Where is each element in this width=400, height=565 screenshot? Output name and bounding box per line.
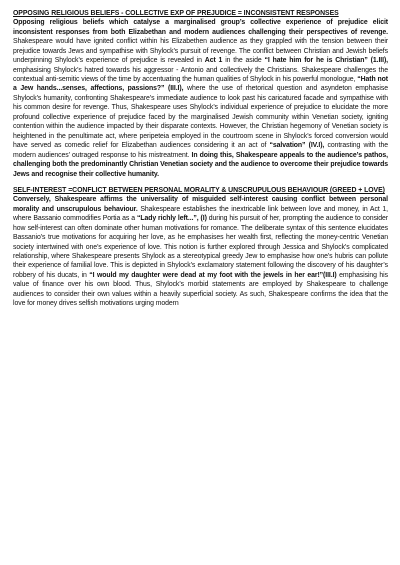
section-heading-religious-beliefs: OPPOSING RELIGIOUS BELIEFS - COLLECTIVE EXP OF PREJUDICE = INCONSISTENT RESPONSES: [13, 10, 339, 17]
text-run: in the aside: [222, 57, 265, 65]
section-spacer: [13, 179, 388, 186]
paragraph-religious-beliefs: [13, 18, 388, 179]
text-run: Shakespeare establishes the inextricable link between love and money, in Act 1, where Bassanio commodifies Portia as a: [13, 205, 388, 223]
text-run: contrasting with the modern audiences’ outraged response to his mistreatment.: [13, 142, 388, 159]
text-run: “I hate him for he is Christian” (1.III),: [264, 57, 389, 65]
text-run: In doing this, Shakespeare appeals to the audience’s pathos, challenging both the predominantly Christian Venetian society and the audience to overcome their prejudice towards Jews and recognise their collective humanity.: [13, 151, 388, 178]
text-run: during his pursuit of her, prompting the audience to consider how self-interest can often dominate other human motivations for romance. The deliberate syntax of this sentence elucidates Bassanio’s true motivations for acquiring her love, as he emphasises her wealth first, reflecting the money-centric Venetian society intertwined with one’s experience of love. This notion is further explored through Jessica and Shylock’s complicated relationship, where Shakespeare presents Shylock as a stereotypical greedy Jew to emphasise how one’s hubris can pollute their experience of familial love. This is depicted in Shylock’s exclamatory statement following the discovery of his daughter’s robbery of his ducats, in: [13, 215, 388, 279]
text-run: where the use of rhetorical question and asyndeton emphasise Shylock’s humanity, confronting Shakespeare’s immediate audience to look past his caricatured facade and sympathise with his common desire for revenge. Thus, Shakespeare uses Shylock’s individual experience of prejudice to elucidate the more profound collective experience of prejudice faced by the marginalised Jewish community within Venetian society, igniting contention within the audience impacted by their disparate contexts. However, the Christian hegemony of Venetian society is heightened in the penultimate act, where peripeteia employed in the courtroom scene in Shylock’s forced conversion would have served as comedic relief for Elizabethan audiences considering it an act of: [13, 85, 388, 150]
text-run: Opposing religious beliefs which catalyse a marginalised group’s collective experience of prejudice elicit inconsistent responses from both Elizabethan and modern audiences challenging their perspectives of revenge.: [13, 19, 388, 36]
paragraph-self-interest: [13, 195, 388, 308]
text-run: Conversely, Shakespeare affirms the universality of misguided self-interest causing conflict between personal morality and unscrupulous behaviour.: [13, 196, 388, 213]
section-heading-self-interest: SELF-INTEREST =CONFLICT BETWEEN PERSONAL MORALITY & UNSCRUPULOUS BEHAVIOUR (GREED + LOVE): [13, 187, 385, 194]
text-run: “Hath not a Jew hands...senses, affections, passions?” (III.I),: [13, 76, 388, 93]
text-run: “Lady richly left...”, (I): [136, 215, 207, 223]
text-run: Shakespeare would have ignited conflict within his Elizabethen audience as they grappled with the tension between their prejudice towards Jews and sympathise with Shylock’s pursuit of revenge. The conflict between Christian and Jewish beliefs underpinning Shylock’s experience of prejudice is revealed in: [13, 38, 388, 65]
text-run: Act 1: [204, 57, 223, 65]
text-run: “I would my daughter were dead at my foot with the jewels in her ear!”(III.I): [89, 271, 337, 279]
text-run: emphasising his value of finance over his own blood. Thus, Shylock’s morbid statements are employed by Shakespeare to challenge audiences to consider their own values within a heavily superficial society. As such, Shakespeare confirms the idea that the love for money drives selfish motivations urging modern: [13, 271, 389, 308]
text-run: “salvation” (IV.I),: [269, 142, 325, 150]
text-run: emphasising Shylock’s hatred towards his aggressor - Antonio and collectively the Christians. Shakespeare challenges the contextual anti-semitic views of the time by accentuating the human qualities of Shylock in his powerful monologue,: [13, 66, 388, 84]
